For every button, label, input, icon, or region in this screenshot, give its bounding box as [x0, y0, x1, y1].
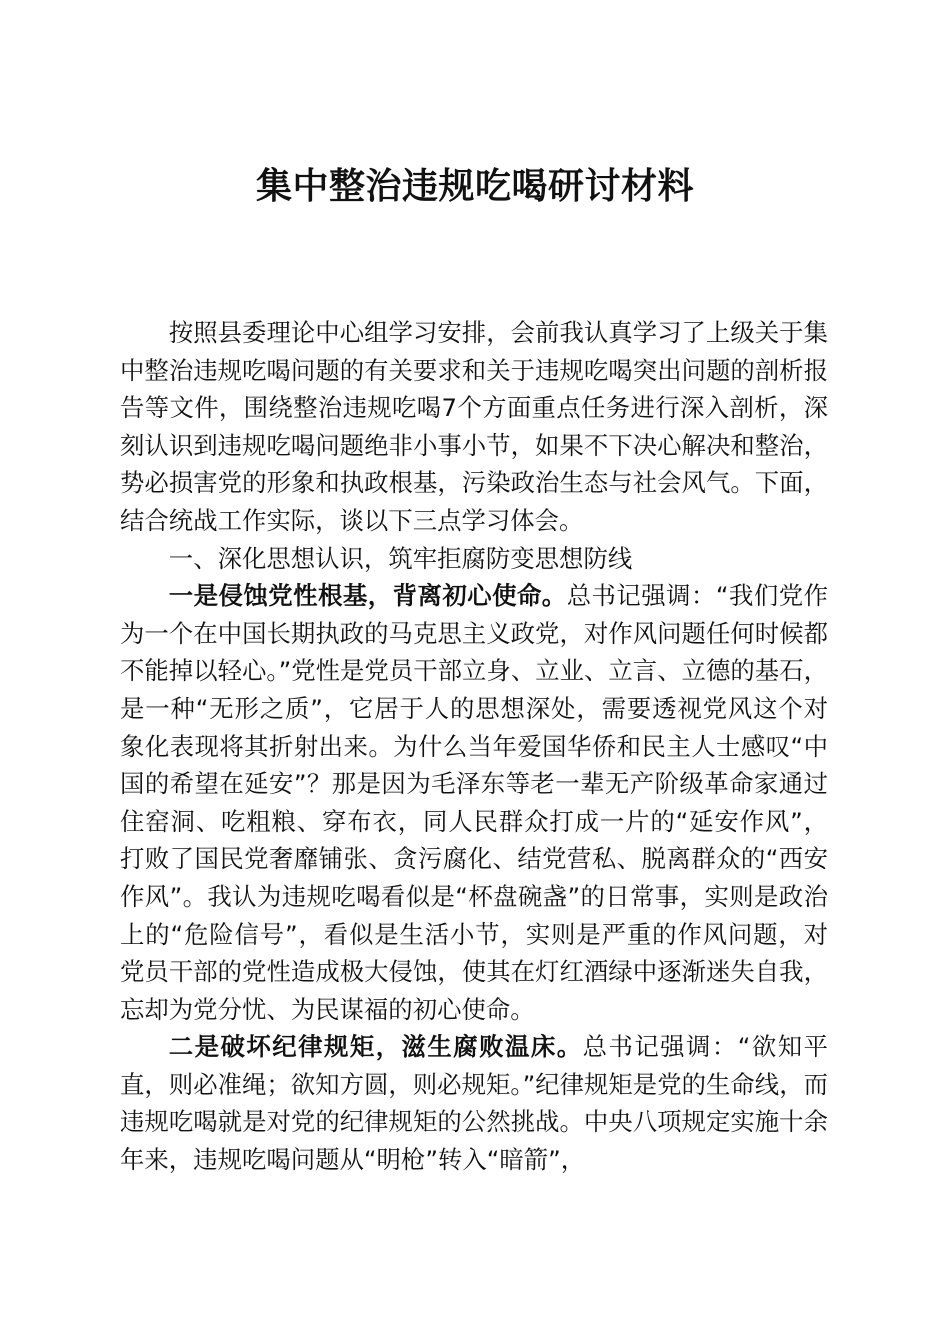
section-heading: 一、深化思想认识，筑牢拒腐防变思想防线	[168, 543, 633, 573]
paragraph-text: 总书记强调：“我们党作为一个在中国长期执政的马克思主义政党，对作风问题任何时候都不能掉以轻心。”党性是党员干部立身、立业、立言、立德的基石，是一种“无形之质”，它居于人的思想深处，需要透视党风这个对象化表现将其折射出来。为什么当年爱国华侨和民主人士感叹“中国的希望在延安”？那是因为毛泽东等老一辈无产阶级革命家通过住窑洞、吃粗粮、穿布衣，同人民群众打成一片的“延安作风”，打败了国民党奢靡铺张、贪污腐化、结党营私、脱离群众的“西安作风”。我认为违规吃喝看似是“杯盘碗盏”的日常事，实则是政治上的“危险信号”，看似是生活小节，实则是严重的作风问题，对党员干部的党性造成极大侵蚀，使其在灯红酒绿中逐渐迷失自我，忘却为党分忧、为民谋福的初心使命。	[120, 581, 828, 1024]
paragraph-text: 总书记强调：“欲知平直，则必准绳；欲知方圆，则必规矩。”纪律规矩是党的生命线，而违规吃喝就是对党的纪律规矩的公然挑战。中央八项规定实施十余年来，违规吃喝问题从“明枪”转入“暗箭”，	[120, 1032, 828, 1175]
body-paragraph-1	[120, 577, 828, 1028]
intro-paragraph: 按照县委理论中心组学习安排，会前我认真学习了上级关于集中整治违规吃喝问题的有关要求和关于违规吃喝突出问题的剖析报告等文件，围绕整治违规吃喝7个方面重点任务进行深入剖析，深刻认识到违规吃喝问题绝非小事小节，如果不下决心解决和整治，势必损害党的形象和执政根基，污染政治生态与社会风气。下面，结合统战工作实际，谈以下三点学习体会。	[120, 318, 828, 535]
paragraph-lead: 二是破坏纪律规矩，滋生腐败温床。	[168, 1032, 583, 1062]
document-body	[120, 314, 828, 1179]
paragraph-lead: 一是侵蚀党性根基，背离初心使命。	[168, 581, 567, 611]
body-paragraph-2	[120, 1028, 828, 1178]
document-title: 集中整治违规吃喝研讨材料	[255, 165, 694, 207]
